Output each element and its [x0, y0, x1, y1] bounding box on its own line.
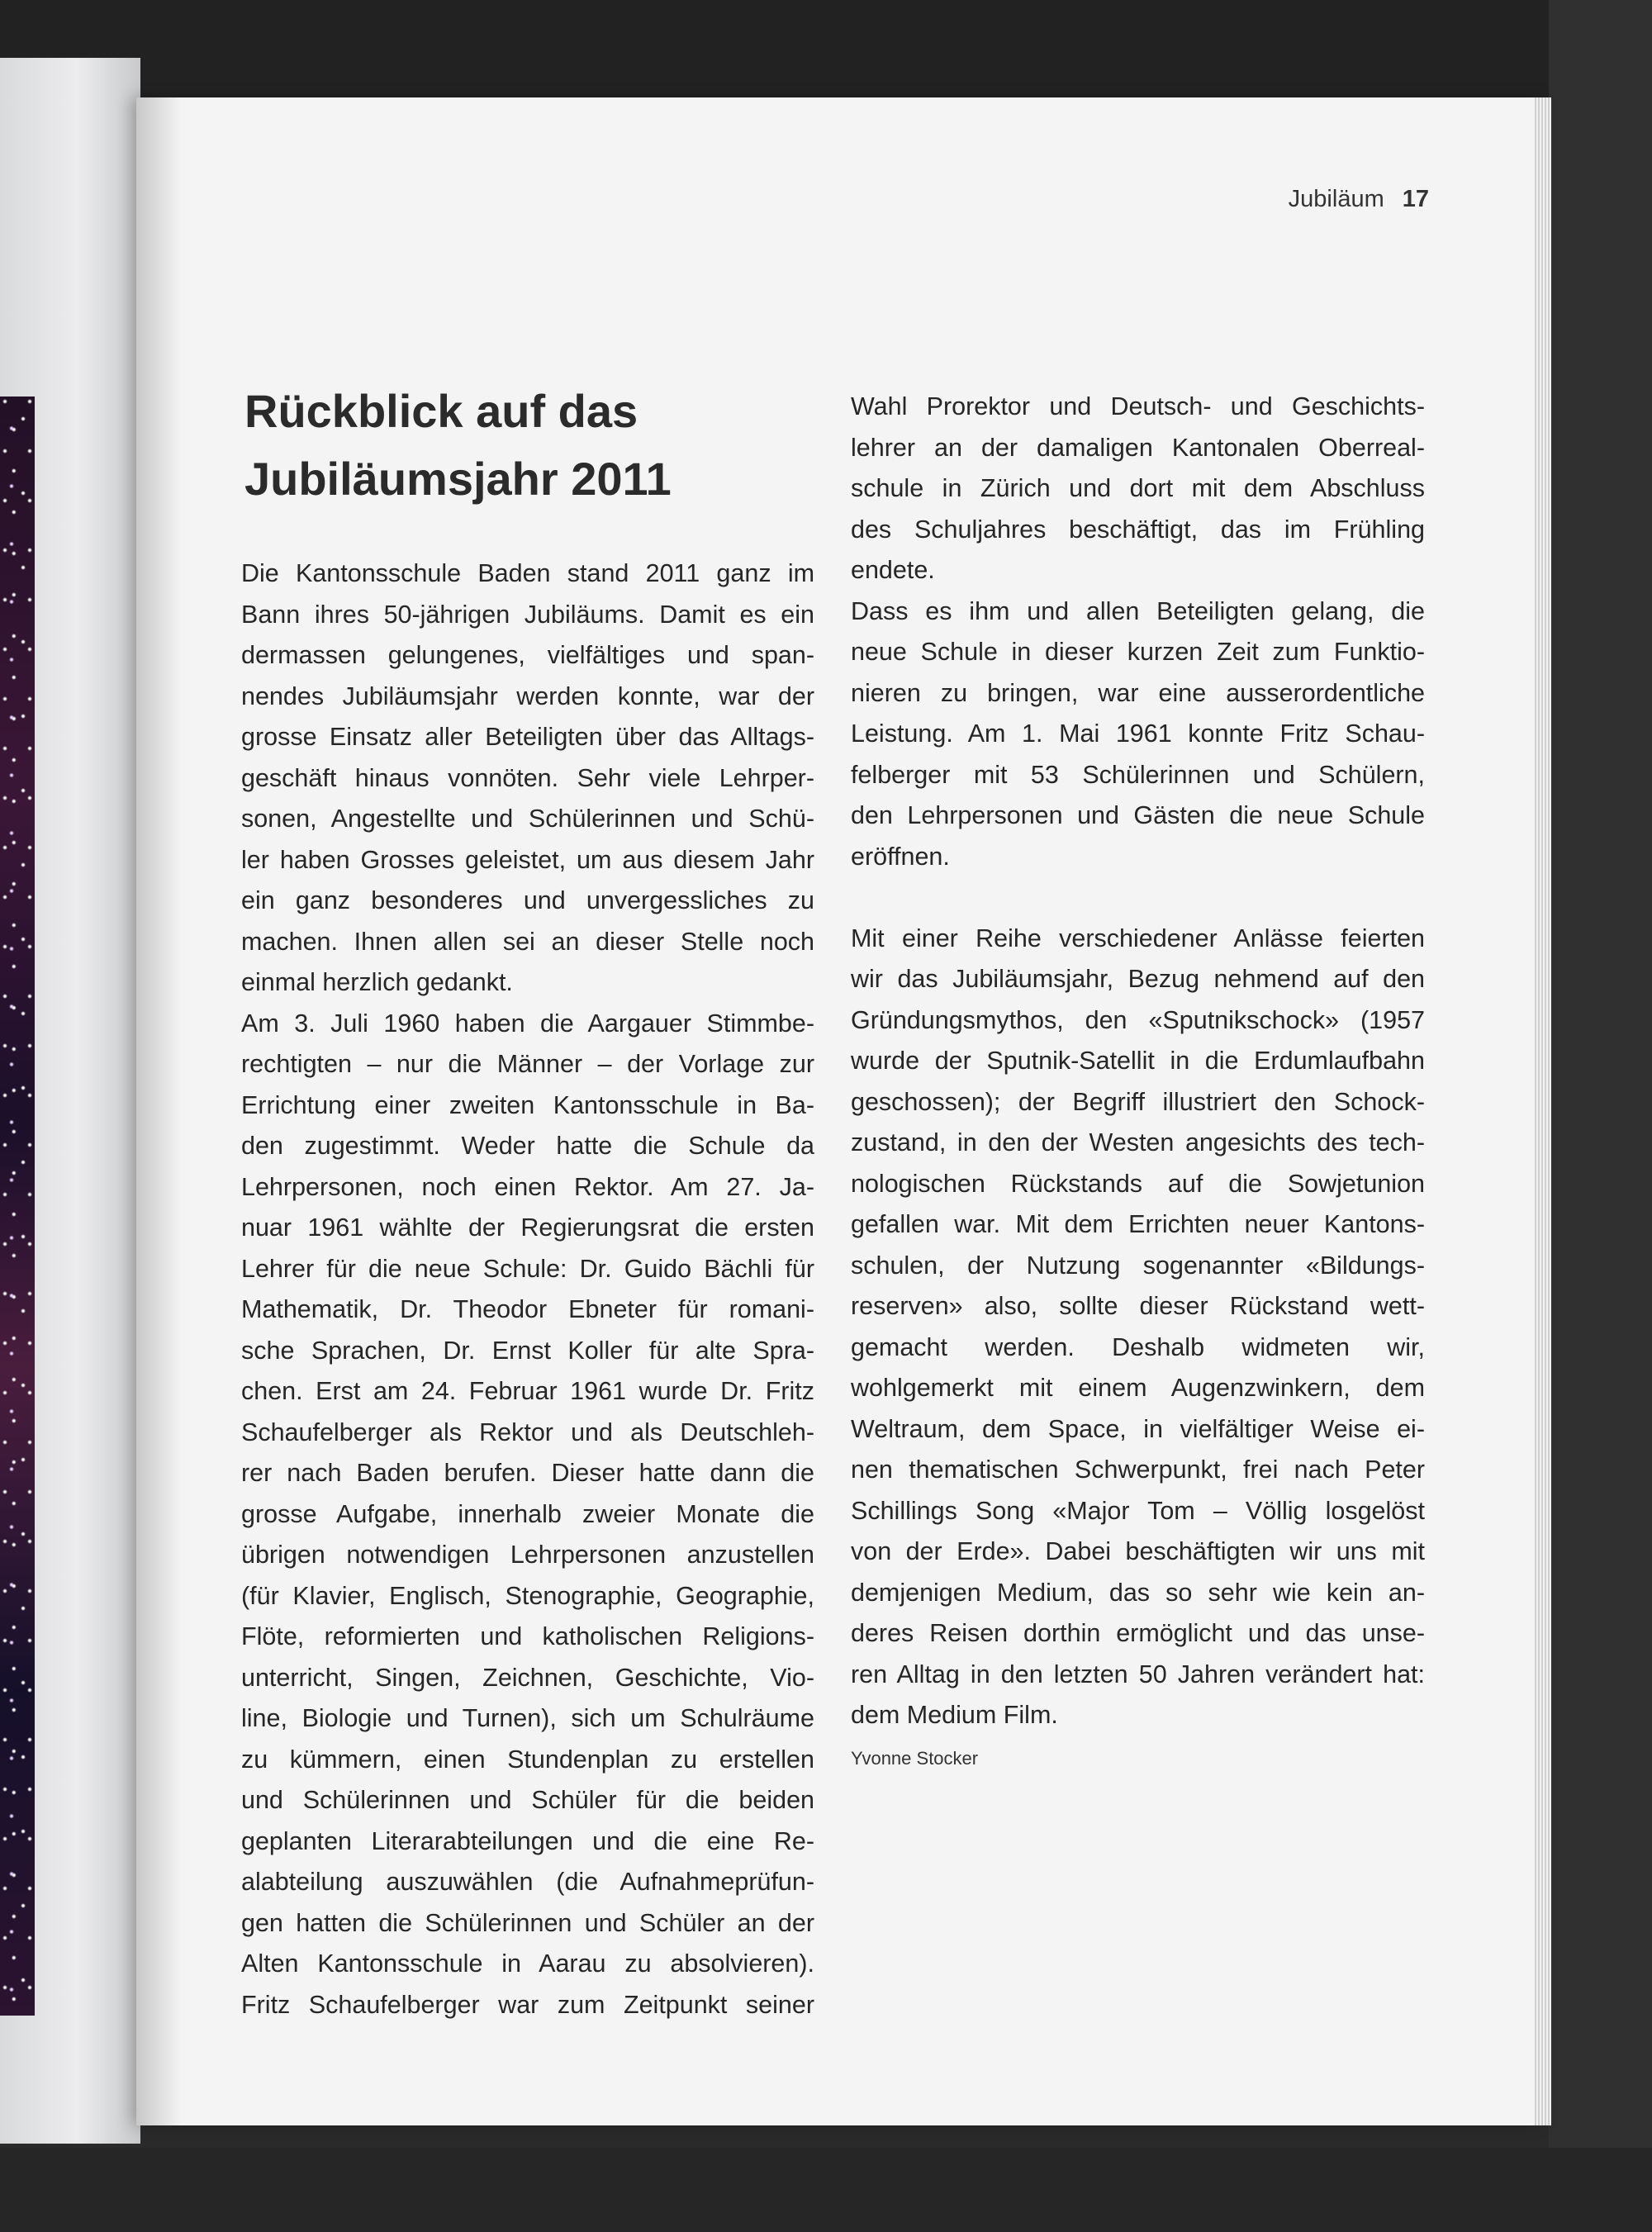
text-line: unterricht, Singen, Zeichnen, Geschichte, Vio- — [241, 1663, 814, 1692]
text-line: rer nach Baden berufen. Dieser hatte dann die — [241, 1459, 814, 1487]
text-line: Schaufelberger als Rektor und als Deutschleh- — [241, 1418, 814, 1446]
text-line: Fritz Schaufelberger war zum Zeitpunkt seiner — [241, 1990, 814, 2019]
text-line: deres Reisen dorthin ermöglicht und das unse- — [851, 1619, 1425, 1647]
text-line: Mathematik, Dr. Theodor Ebneter für romani- — [241, 1295, 814, 1323]
text-line: zustand, in den der Westen angesichts des tech- — [851, 1128, 1425, 1156]
text-line: alabteilung auszuwählen (die Aufnahmeprüfun- — [241, 1868, 814, 1896]
article-title — [244, 378, 839, 513]
text-line: ein ganz besonderes und unvergessliches zu — [241, 886, 814, 914]
scanner-background-top — [0, 0, 1652, 99]
article-column-left — [241, 553, 814, 2025]
text-line: schule in Zürich und dort mit dem Abschluss — [851, 474, 1425, 502]
text-line: schulen, der Nutzung sogenannter «Bildungs- — [851, 1251, 1425, 1280]
article-column-right — [851, 387, 1425, 1736]
text-line: zu kümmern, einen Stundenplan zu erstellen — [241, 1745, 814, 1774]
text-line: demjenigen Medium, das so sehr wie kein an- — [851, 1578, 1425, 1607]
text-line: Weltraum, dem Space, in vielfältiger Weise ei- — [851, 1414, 1425, 1443]
running-head — [1156, 186, 1429, 219]
text-line: Lehrer für die neue Schule: Dr. Guido Bächli für — [241, 1254, 814, 1283]
scanner-background-right — [1549, 0, 1652, 2232]
text-line: nen thematischen Schwerpunkt, frei nach Peter — [851, 1456, 1425, 1484]
text-line: den zugestimmt. Weder hatte die Schule da — [241, 1132, 814, 1160]
text-line: (für Klavier, Englisch, Stenographie, Geographie, — [241, 1581, 814, 1610]
text-line: Errichtung einer zweiten Kantonsschule in Ba- — [241, 1090, 814, 1119]
text-line: chen. Erst am 24. Februar 1961 wurde Dr. Fritz — [241, 1377, 814, 1405]
text-line: gefallen war. Mit dem Errichten neuer Kantons- — [851, 1210, 1425, 1238]
text-line: sche Sprachen, Dr. Ernst Koller für alte Spra- — [241, 1336, 814, 1365]
running-head-section: Jubiläum — [1288, 186, 1384, 212]
page-number: 17 — [1402, 186, 1429, 212]
text-line: gemacht werden. Deshalb widmeten wir, — [851, 1332, 1425, 1361]
text-line: eröffnen. — [851, 842, 950, 871]
text-line: grosse Einsatz aller Beteiligten über das Alltags- — [241, 723, 814, 751]
text-line: lehrer an der damaligen Kantonalen Oberreal- — [851, 433, 1425, 462]
paragraph — [851, 591, 1425, 878]
text-line: nologischen Rückstands auf die Sowjetunion — [851, 1169, 1425, 1198]
text-line: und Schülerinnen und Schüler für die beiden — [241, 1786, 814, 1814]
paragraph — [851, 387, 1425, 591]
page-stack-edge — [1535, 97, 1551, 2125]
text-line: den Lehrpersonen und Gästen die neue Schule — [851, 801, 1425, 829]
text-line: Wahl Prorektor und Deutsch- und Geschichts- — [851, 392, 1425, 420]
text-line: einmal herzlich gedankt. — [241, 968, 513, 996]
text-line: neue Schule in dieser kurzen Zeit zum Funktio- — [851, 638, 1425, 666]
text-line: Gründungsmythos, den «Sputnikschock» (1957 — [851, 1005, 1425, 1034]
text-line: machen. Ihnen allen sei an dieser Stelle noch — [241, 927, 814, 956]
book-gutter-shadow — [136, 97, 182, 2125]
author-byline: Yvonne Stocker — [851, 1748, 979, 1769]
text-line: wir das Jubiläumsjahr, Bezug nehmend auf den — [851, 965, 1425, 993]
text-line: dem Medium Film. — [851, 1701, 1058, 1729]
text-line: Die Kantonsschule Baden stand 2011 ganz im — [241, 559, 814, 587]
paragraph-spacer — [851, 877, 1425, 919]
text-line: Dass es ihm und allen Beteiligten gelang, die — [851, 596, 1425, 625]
text-line: ler haben Grosses geleistet, um aus diesem Jahr — [241, 845, 814, 874]
text-line: endete. — [851, 556, 935, 584]
text-line: ren Alltag in den letzten 50 Jahren verändert hat: — [851, 1660, 1425, 1688]
text-line: von der Erde». Dabei beschäftigten wir uns mit — [851, 1537, 1425, 1565]
text-line: Bann ihres 50-jährigen Jubiläums. Damit es ein — [241, 600, 814, 629]
scanner-background-bottom — [0, 2148, 1652, 2232]
text-line: reserven» also, sollte dieser Rückstand wett- — [851, 1292, 1425, 1320]
text-line: line, Biologie und Turnen), sich um Schulräume — [241, 1704, 814, 1732]
text-line: Am 3. Juli 1960 haben die Aargauer Stimmbe- — [241, 1009, 814, 1038]
paragraph — [851, 919, 1425, 1736]
text-line: Schillings Song «Major Tom – Völlig losgelöst — [851, 1496, 1425, 1525]
text-line: sonen, Angestellte und Schülerinnen und Schü- — [241, 805, 814, 833]
text-line: Leistung. Am 1. Mai 1961 konnte Fritz Schau- — [851, 719, 1425, 748]
text-line: wohlgemerkt mit einem Augenzwinkern, dem — [851, 1374, 1425, 1402]
text-line: nuar 1961 wählte der Regierungsrat die ersten — [241, 1213, 814, 1242]
text-line: des Schuljahres beschäftigt, das im Frühling — [851, 515, 1425, 544]
text-line: nendes Jubiläumsjahr werden konnte, war der — [241, 681, 814, 710]
text-line: geschossen); der Begriff illustriert den Schock- — [851, 1087, 1425, 1116]
text-line: Mit einer Reihe verschiedener Anlässe feierten — [851, 924, 1425, 952]
text-line: Flöte, reformierten und katholischen Religions- — [241, 1622, 814, 1650]
facing-page-space-photo — [0, 397, 35, 2016]
article-title-line: Jubiläumsjahr 2011 — [244, 453, 672, 505]
article-title-line: Rückblick auf das — [244, 385, 638, 437]
text-line: grosse Aufgabe, innerhalb zweier Monate die — [241, 1499, 814, 1528]
text-line: felberger mit 53 Schülerinnen und Schülern, — [851, 760, 1425, 789]
text-line: rechtigten – nur die Männer – der Vorlage zur — [241, 1050, 814, 1078]
text-line: nieren zu bringen, war eine ausserordentliche — [851, 678, 1425, 707]
text-line: geschäft hinaus vonnöten. Sehr viele Lehrper- — [241, 763, 814, 792]
text-line: dermassen gelungenes, vielfältiges und span- — [241, 641, 814, 669]
text-line: geplanten Literarabteilungen und die eine Re- — [241, 1826, 814, 1855]
text-line: wurde der Sputnik-Satellit in die Erdumlaufbahn — [851, 1047, 1425, 1075]
text-line: übrigen notwendigen Lehrpersonen anzustellen — [241, 1541, 814, 1569]
text-line: Alten Kantonsschule in Aarau zu absolvieren). — [241, 1949, 814, 1978]
text-line: Lehrpersonen, noch einen Rektor. Am 27. Ja- — [241, 1172, 814, 1201]
text-line: gen hatten die Schülerinnen und Schüler an der — [241, 1908, 814, 1937]
